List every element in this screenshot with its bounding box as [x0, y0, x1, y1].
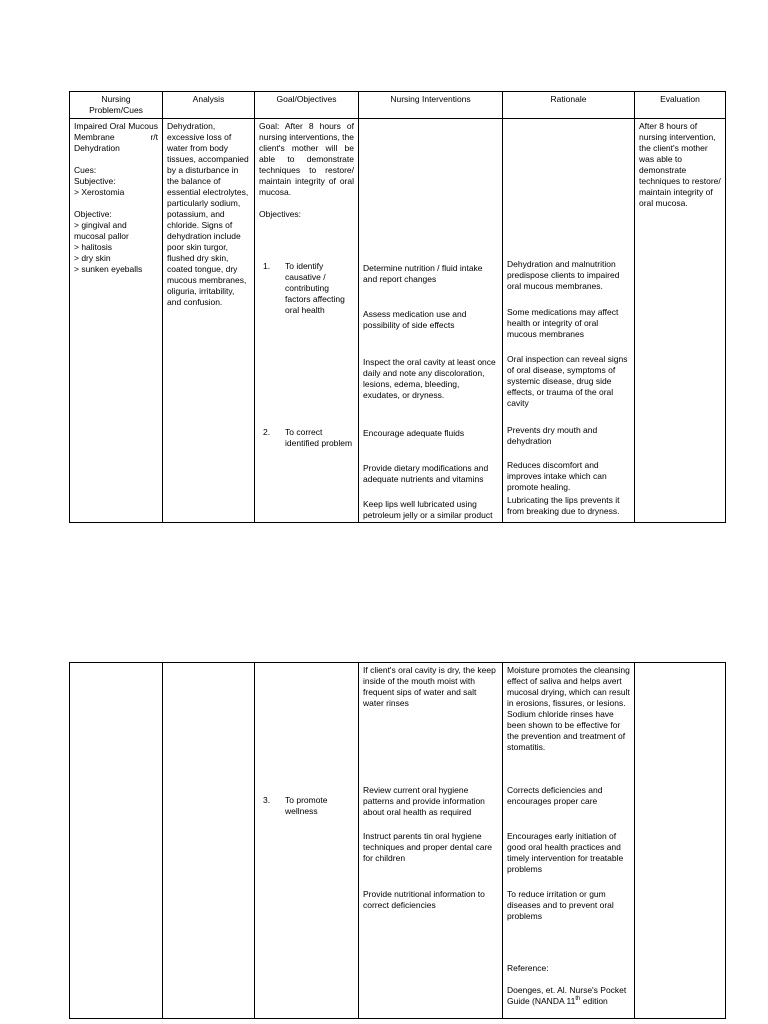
- evaluation-cell: [635, 119, 726, 523]
- header-evaluation: Evaluation: [635, 92, 726, 119]
- evaluation-text: After 8 hours of nursing intervention, the client's mother was able to demonstrate techniques to restore/ maintain integrity of oral mucosa.: [639, 121, 721, 208]
- objective-cue: > gingival and mucosal pallor: [74, 220, 129, 241]
- reference-label: Reference:: [507, 963, 549, 973]
- analysis-cell: [163, 119, 255, 523]
- rationale-item: Reduces discomfort and improves intake which can promote healing.: [507, 460, 607, 492]
- objective-label: Objective:: [74, 209, 112, 219]
- intervention-item: Review current oral hygiene patterns and provide information about oral health as required: [363, 785, 485, 817]
- objective-cue: > sunken eyeballs: [74, 264, 143, 274]
- reference-citation: Doenges, et. Al. Nurse's Pocket Guide (NANDA 11th edition: [507, 985, 627, 1006]
- intervention-item: Encourage adequate fluids: [363, 428, 465, 438]
- analysis-cell-continued: [163, 663, 255, 1019]
- care-plan-table-page-1: [69, 91, 726, 523]
- subjective-cue: > Xerostomia: [74, 187, 125, 197]
- evaluation-cell-continued: [635, 663, 726, 1019]
- care-plan-table-page-2: [69, 662, 726, 1019]
- rationale-cell-continued: [503, 663, 635, 1019]
- objectives-label: Objectives:: [259, 209, 302, 219]
- interventions-cell: [359, 119, 503, 523]
- cues-label: Cues:: [74, 165, 97, 175]
- intervention-item: Assess medication use and possibility of side effects: [363, 309, 467, 330]
- header-goal-objectives: Goal/Objectives: [255, 92, 359, 119]
- header-nursing-problem: Nursing Problem/Cues: [70, 92, 163, 119]
- intervention-item: If client's oral cavity is dry, the keep inside of the mouth moist with frequent sips of water and salt water rinses: [363, 665, 496, 708]
- table-row: [70, 119, 726, 523]
- objective-item-2: 2. To correct identified problem: [263, 427, 353, 448]
- intervention-item: Instruct parents tin oral hygiene techniques and proper dental care for children: [363, 831, 493, 863]
- header-analysis: Analysis: [163, 92, 255, 119]
- intervention-item: Determine nutrition / fluid intake and report changes: [363, 263, 483, 284]
- rationale-item: To reduce irritation or gum diseases and to prevent oral problems: [507, 889, 614, 921]
- problem-title: Impaired Oral Mucous Membrane r/t Dehydration: [74, 121, 158, 153]
- rationale-item: Some medications may affect health or integrity of oral mucous membranes: [507, 307, 619, 339]
- header-nursing-interventions: Nursing Interventions: [359, 92, 503, 119]
- problem-cell: [70, 119, 163, 523]
- table-header-row: [70, 92, 726, 119]
- objective-cue: > dry skin: [74, 253, 111, 263]
- subjective-label: Subjective:: [74, 176, 116, 186]
- goal-objectives-cell: [255, 119, 359, 523]
- interventions-cell-continued: [359, 663, 503, 1019]
- intervention-item: Provide nutritional information to correct deficiencies: [363, 889, 485, 910]
- intervention-item: Keep lips well lubricated using petroleum jelly or a similar product: [363, 499, 493, 520]
- rationale-item: Dehydration and malnutrition predispose clients to impaired oral mucous membranes.: [507, 259, 620, 291]
- rationale-item: Corrects deficiencies and encourages proper care: [507, 785, 603, 806]
- objective-item-1: 1. To identify causative / contributing factors affecting oral health: [263, 261, 345, 315]
- objective-item-3: 3. To promote wellness: [263, 795, 328, 816]
- table-row: [70, 663, 726, 1019]
- problem-cell-continued: [70, 663, 163, 1019]
- rationale-item: Moisture promotes the cleansing effect of saliva and helps avert mucosal drying, which can result in erosions, fissures, or lesions. Sodium chloride rinses have been shown to be effective for the prevention and treatment of stomatitis.: [507, 665, 630, 752]
- objective-cue: > halitosis: [74, 242, 113, 252]
- goal-text: Goal: After 8 hours of nursing interventions, the client's mother will be able to demonstrate techniques to restore/ maintain integrity of oral mucosa.: [259, 121, 354, 197]
- rationale-cell: [503, 119, 635, 523]
- goal-objectives-cell-continued: [255, 663, 359, 1019]
- analysis-text: Dehydration, excessive loss of water from body tissues, accompanied by a disturbance in the balance of essential electrolytes, particularly sodium, potassium, and chloride. Signs of dehydration include poor skin turgor, flushed dry skin, coated tongue, dry mucous membranes, oliguria, irritability, and confusion.: [167, 121, 249, 307]
- rationale-item: Prevents dry mouth and dehydration: [507, 425, 598, 446]
- intervention-item: Provide dietary modifications and adequate nutrients and vitamins: [363, 463, 489, 484]
- rationale-item: Lubricating the lips prevents it from breaking due to dryness.: [507, 495, 620, 516]
- rationale-item: Encourages early initiation of good oral health practices and timely intervention for treatable problems: [507, 831, 624, 874]
- rationale-item: Oral inspection can reveal signs of oral disease, symptoms of systemic disease, drug side effects, or trauma of the oral cavity: [507, 354, 628, 408]
- header-rationale: Rationale: [503, 92, 635, 119]
- intervention-item: Inspect the oral cavity at least once daily and note any discoloration, lesions, edema, bleeding, exudates, or dryness.: [363, 357, 496, 400]
